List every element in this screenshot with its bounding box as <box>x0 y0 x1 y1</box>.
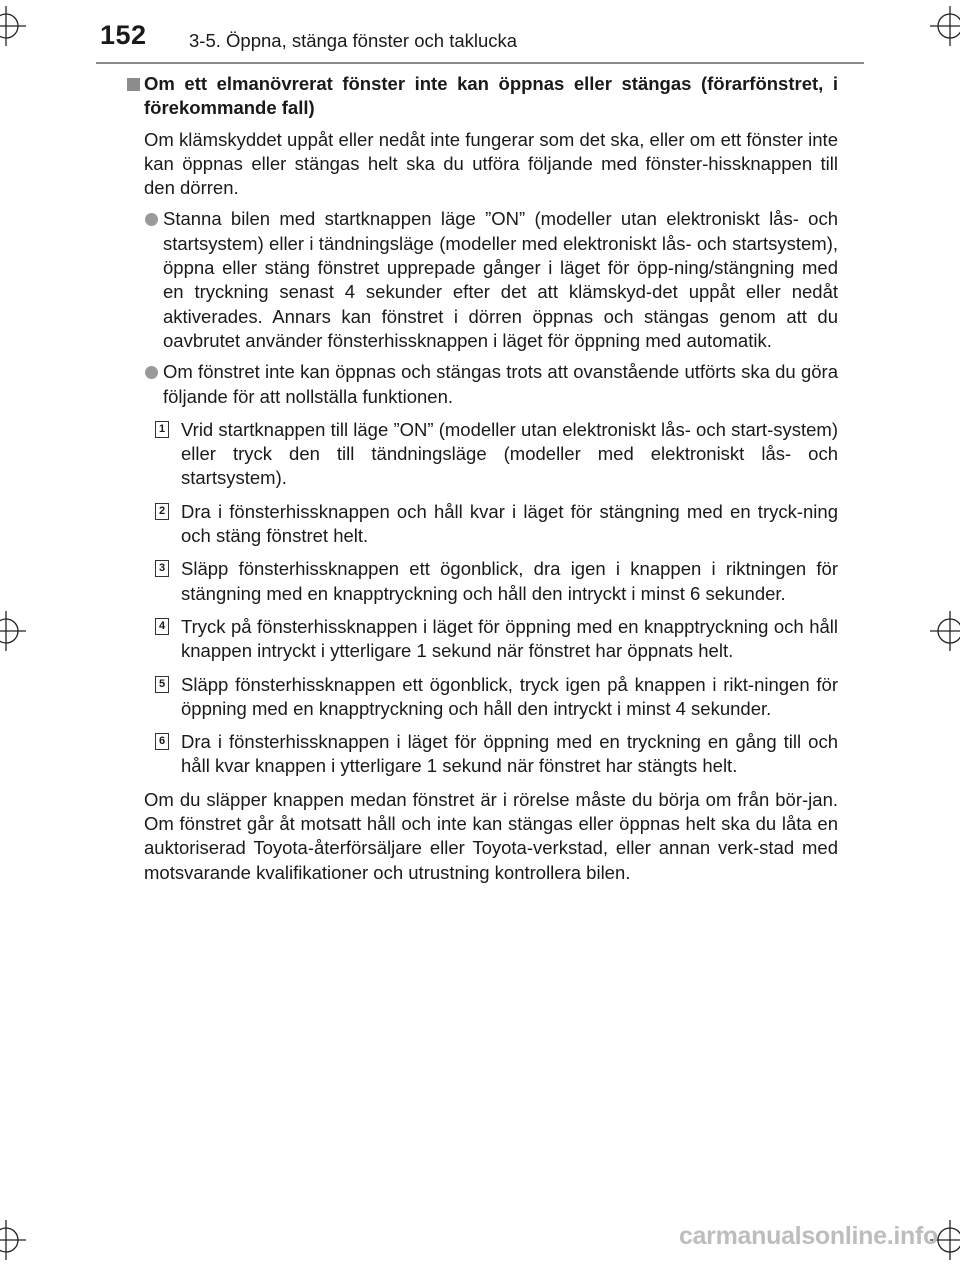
step-item <box>126 418 838 491</box>
step-item <box>126 673 838 722</box>
step-item <box>126 730 838 779</box>
registration-mark-icon <box>0 1220 26 1260</box>
page-content <box>126 72 838 885</box>
header-divider <box>96 62 864 64</box>
step-item <box>126 500 838 549</box>
bullet-item <box>126 360 838 409</box>
step-text: Släpp fönsterhissknappen ett ögonblick, dra igen i knappen i riktningen för stängning med en knapptryckning och håll den intryckt i minst 6 sekunder. <box>181 558 838 604</box>
section-title: 3-5. Öppna, stänga fönster och taklucka <box>189 30 518 51</box>
circle-bullet-icon <box>145 366 158 379</box>
square-bullet-icon <box>127 78 140 91</box>
step-number-badge: 3 <box>155 560 169 577</box>
bullet-text: Stanna bilen med startknappen läge ”ON” (modeller utan elektroniskt lås- och startsystem) eller i tändningsläge (modeller med elektroniskt lås- och startsystem), öppna eller stäng fönstret upprepade gånger i läget för öpp-ning/stängning med en tryckning senast 4 sekunder efter det att klämskyd-det uppåt eller nedåt aktiverades. Annars kan fönstret i dörren öppnas och stängas genom att du oavbrutet använder fönsterhissknappen i läget för öppning med automatik. <box>163 208 838 351</box>
registration-mark-icon <box>0 6 26 46</box>
registration-mark-icon <box>930 611 960 651</box>
step-text: Släpp fönsterhissknappen ett ögonblick, tryck igen på knappen i rikt-ningen för öppning med en knapptryckning och håll den intryckt i minst 4 sekunder. <box>181 673 838 719</box>
bullet-text: Om fönstret inte kan öppnas och stängas trots att ovanstående utförts ska du göra följande för att nollställa funktionen. <box>163 361 838 407</box>
step-text: Vrid startknappen till läge ”ON” (modeller utan elektroniskt lås- och start-system) eller tryck den till tändningsläge (modeller med elektroniskt lås- och startsystem). <box>181 418 838 489</box>
registration-mark-icon <box>930 6 960 46</box>
subsection-heading <box>126 72 838 121</box>
step-number-badge: 1 <box>155 421 169 438</box>
subsection-heading-text: Om ett elmanövrerat fönster inte kan öppnas eller stängas (förarfönstret, i förekommande fall) <box>144 73 838 119</box>
intro-paragraph: Om klämskyddet uppåt eller nedåt inte fungerar som det ska, eller om ett fönster inte kan öppnas eller stängas helt ska du utföra följande med fönster-hissknappen till den dörren. <box>144 128 838 199</box>
step-item <box>126 615 838 664</box>
circle-bullet-icon <box>145 213 158 226</box>
step-text: Dra i fönsterhissknappen i läget för öppning med en tryckning en gång till och håll kvar knappen i ytterligare 1 sekund när fönstret har stängts helt. <box>181 731 838 777</box>
step-text: Tryck på fönsterhissknappen i läget för öppning med en knapptryckning och håll knappen intryckt i ytterligare 1 sekund när fönstret har öppnats helt. <box>181 615 838 662</box>
bullet-item <box>126 207 838 353</box>
step-item <box>126 557 838 606</box>
step-number-badge: 4 <box>155 618 169 635</box>
step-number-badge: 2 <box>155 503 169 520</box>
registration-mark-icon <box>0 611 26 651</box>
step-number-badge: 6 <box>155 733 169 750</box>
step-number-badge: 5 <box>155 676 169 693</box>
note-paragraph: Om du släpper knappen medan fönstret är i rörelse måste du börja om från bör-jan. Om fönstret går åt motsatt håll och inte kan stängas eller öppnas helt ska du låta en auktoriserad Toyota-återförsäljare eller Toyota-verkstad, eller annan verk-stad med motsvarande kvalifikationer och utrustning kontrollera bilen. <box>144 788 838 883</box>
watermark-logo: carmanualsonline.info <box>678 1222 938 1250</box>
page-number: 152 <box>100 20 147 50</box>
step-text: Dra i fönsterhissknappen och håll kvar i läget för stängning med en tryck-ning och stäng fönstret helt. <box>181 500 838 547</box>
